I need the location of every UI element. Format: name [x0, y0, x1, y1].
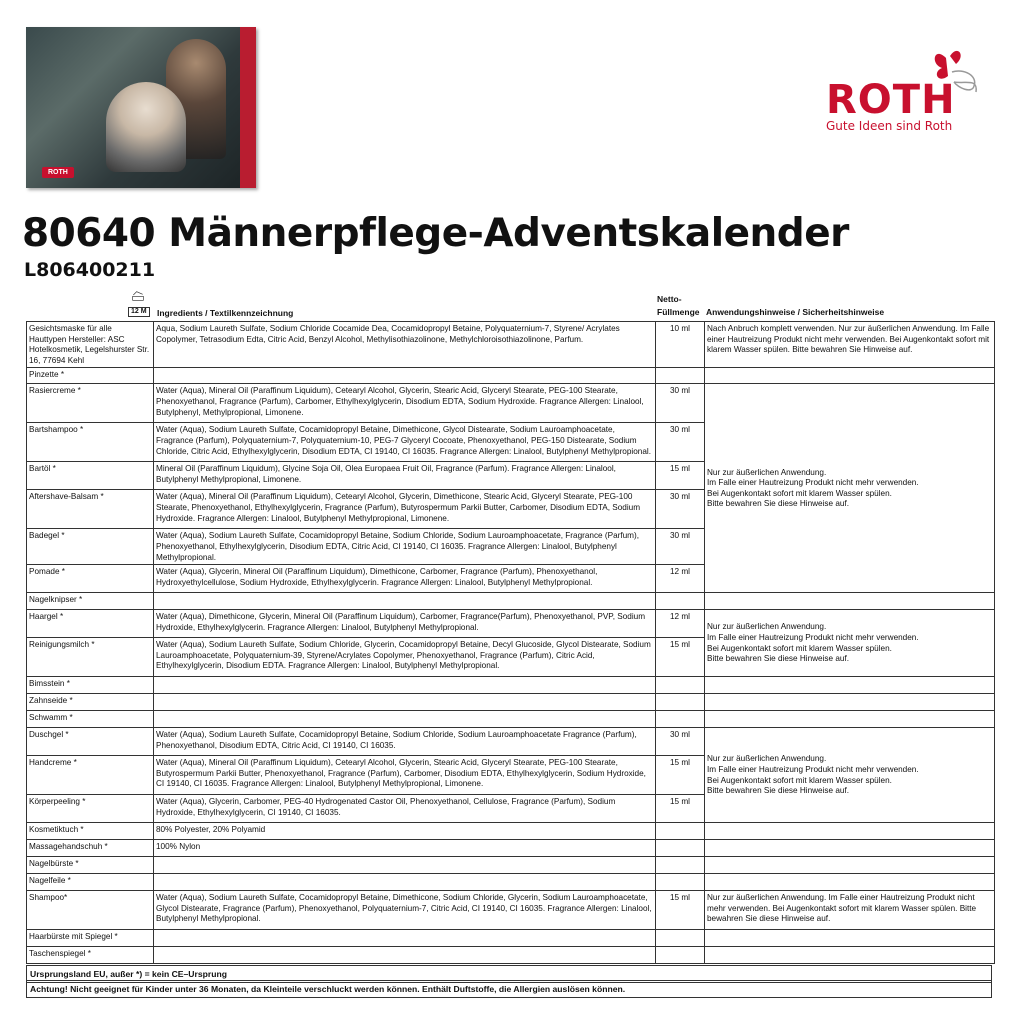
product-name: Körperpeeling *	[27, 795, 154, 823]
volume-cell: 15 ml	[656, 462, 705, 490]
product-table	[26, 321, 995, 964]
product-name: Handcreme *	[27, 756, 154, 795]
ingredients-cell	[154, 368, 656, 384]
table-row	[27, 384, 995, 423]
volume-cell	[656, 823, 705, 840]
notes-cell	[705, 610, 995, 677]
table-row	[27, 593, 995, 610]
table-row	[27, 891, 995, 930]
ingredients-cell: Water (Aqua), Mineral Oil (Paraffinum Liquidum), Cetearyl Alcohol, Glycerin, Stearic Acid, Glyceryl Stearate, PEG-100 Stearate, Phenoxyethanol, Fragrance (Parfum), Carbomer, Ethylhexylglycerin, Disodium EDTA, Sodium Hydroxide. Fragrance Allergen: Linalool, Butylphenyl, Methylpropional, Limonene.	[154, 384, 656, 423]
roth-logo-text: ROTH	[826, 77, 956, 123]
notes-cell	[705, 930, 995, 947]
volume-cell: 12 ml	[656, 610, 705, 638]
ingredients-cell	[154, 593, 656, 610]
product-name: Nagelfeile *	[27, 874, 154, 891]
notes-cell	[705, 823, 995, 840]
ingredients-cell	[154, 694, 656, 711]
ingredients-cell	[154, 874, 656, 891]
table-row	[27, 947, 995, 964]
table-row	[27, 322, 995, 368]
ingredients-cell: 80% Polyester, 20% Polyamid	[154, 823, 656, 840]
note-line: Im Falle einer Hautreizung Produkt nicht mehr verwenden.	[707, 633, 919, 643]
ingredients-cell: Water (Aqua), Mineral Oil (Paraffinum Liquidum), Cetearyl Alcohol, Glycerin, Stearic Acid, Glyceryl Stearate, PEG-100 Stearate, Butyrospermum Parkii Butter, Phenoxyethanol, Fragrance (Parfum), Carbomer, Disodium EDTA, Ethylhexylglycerin, Sodium Hydroxide, CI 19140, CI 16035. Fragrance Allergen: Linalool, Butylphenyl Methylpropional, Limonene.	[154, 756, 656, 795]
roth-slogan: Gute Ideen sind Roth	[826, 119, 953, 133]
ingredients-cell: Water (Aqua), Dimethicone, Glycerin, Mineral Oil (Paraffinum Liquidum), Carbomer, Fragrance(Parfum), Phenoxyethanol, PVP, Sodium Hydroxide, Ethylhexylglycerin. Fragrance Allergen: Linalool, Butylphenyl Methylpropional.	[154, 610, 656, 638]
ingredients-cell	[154, 857, 656, 874]
notes-cell	[705, 677, 995, 694]
volume-cell: 30 ml	[656, 728, 705, 756]
note-line: Bitte bewahren Sie diese Hinweise auf.	[707, 499, 849, 509]
ingredients-cell: Water (Aqua), Sodium Laureth Sulfate, Cocamidopropyl Betaine, Dimethicone, Glycol Distearate, Sodium Lauroamphoacetate, Fragrance (Parfum), Polyquaternium-7, Polyquaternium-10, PEG-7 Glyceryl Cocoate, Phenoxyethanol, PEG-150 Distearate, Sodium Chloride, Citric Acid, Ethylhexylglycerin, Disodium EDTA, CI 19140, CI 16035. Fragrance Allergen: Linalool, Butylphenyl Methylpropional.	[154, 423, 656, 462]
product-name: Zahnseide *	[27, 694, 154, 711]
volume-header-line2: Füllmenge	[657, 307, 700, 317]
product-name: Bartshampoo *	[27, 423, 154, 462]
notes-cell	[705, 857, 995, 874]
product-name: Pinzette *	[27, 368, 154, 384]
open-jar-icon	[128, 291, 148, 307]
product-name: Aftershave-Balsam *	[27, 490, 154, 529]
product-name: Bimsstein *	[27, 677, 154, 694]
table-row	[27, 857, 995, 874]
note-line: Im Falle einer Hautreizung Produkt nicht mehr verwenden.	[707, 478, 919, 488]
product-name: Bartöl *	[27, 462, 154, 490]
note-line: Bitte bewahren Sie diese Hinweise auf.	[707, 786, 849, 796]
ingredients-cell: Water (Aqua), Sodium Laureth Sulfate, Cocamidopropyl Betaine, Dimethicone, Sodium Chloride, Glycerin, Sodium Lauroamphoacetate, Glycol Distearate, Fragrance (Parfum), Phenoxyethanol, Polyquaternium-7, Citric Acid, CI 19140, CI 16035. Fragrance Allergen: Linalool, Butylphenyl Methylpropional.	[154, 891, 656, 930]
volume-cell: 30 ml	[656, 423, 705, 462]
product-box-image	[26, 27, 256, 188]
note-line: Bei Augenkontakt sofort mit klarem Wasser spülen.	[707, 643, 892, 653]
box-logo: ROTH	[42, 167, 74, 178]
note-line: Bitte bewahren Sie diese Hinweise auf.	[707, 654, 849, 664]
notes-cell	[705, 947, 995, 964]
product-name: Rasiercreme *	[27, 384, 154, 423]
volume-cell	[656, 368, 705, 384]
page-title: 80640 Männerpflege-Adventskalender	[22, 211, 849, 256]
table-row	[27, 711, 995, 728]
volume-cell	[656, 694, 705, 711]
notes-cell	[705, 593, 995, 610]
table-row	[27, 840, 995, 857]
notes-cell	[705, 384, 995, 593]
volume-cell: 12 ml	[656, 565, 705, 593]
volume-cell	[656, 857, 705, 874]
product-name: Badegel *	[27, 529, 154, 565]
product-name: Nagelknipser *	[27, 593, 154, 610]
ingredients-cell: Water (Aqua), Glycerin, Mineral Oil (Paraffinum Liquidum), Dimethicone, Carbomer, Fragrance (Parfum), Phenoxyethanol, Hydroxyethylcellulose, Sodium Hydroxide, Ethylhexylglycerin. Fragrance Allergen: Linalool, Butylphenyl Methylpropional.	[154, 565, 656, 593]
volume-cell	[656, 874, 705, 891]
table-row	[27, 728, 995, 756]
volume-cell: 15 ml	[656, 891, 705, 930]
volume-header-line1: Netto-	[657, 294, 682, 304]
note-line: Nur zur äußerlichen Anwendung.	[707, 754, 827, 764]
pao-label: 12 M	[128, 307, 150, 317]
ingredients-cell: Water (Aqua), Mineral Oil (Paraffinum Liquidum), Cetearyl Alcohol, Glycerin, Dimethicone, Stearic Acid, Glyceryl Stearate, PEG-100 Stearate, Phenoxyethanol, Ethylhexylglycerin, Fragrance (Parfum), Butyrospermum Parkii Butter, Carbomer, Disodium EDTA, Sodium Hydroxide. Fragrance Allergen: Linalool, Butylphenyl Methylpropional, Limonene.	[154, 490, 656, 529]
ingredients-cell: Mineral Oil (Paraffinum Liquidum), Glycine Soja Oil, Olea Europaea Fruit Oil, Fragrance (Parfum). Fragrance Allergen: Linalool, Butylphenyl Methylpropional, Limonene.	[154, 462, 656, 490]
notes-cell: Nach Anbruch komplett verwenden. Nur zur äußerlichen Anwendung. Im Falle einer Hautreizung Produkt nicht mehr verwenden. Bei Augenkontakt sofort mit klarem Wasser spülen. Bitte bewahren Sie Hinweise auf.	[705, 322, 995, 368]
warning-note: Achtung! Nicht geeignet für Kinder unter 36 Monaten, da Kleinteile verschluckt werden können. Enthält Duftstoffe, die Allergien auslösen können.	[26, 980, 992, 998]
box-side-panel	[240, 27, 256, 188]
ingredients-cell: Water (Aqua), Glycerin, Carbomer, PEG-40 Hydrogenated Castor Oil, Phenoxyethanol, Cellulose, Fragrance (Parfum), Sodium Hydroxide, Ethylhexylglycerin, CI 19140, CI 16035.	[154, 795, 656, 823]
notes-cell	[705, 840, 995, 857]
notes-cell	[705, 694, 995, 711]
product-name: Schwamm *	[27, 711, 154, 728]
product-name: Haarbürste mit Spiegel *	[27, 930, 154, 947]
notes-cell	[705, 874, 995, 891]
volume-cell: 15 ml	[656, 795, 705, 823]
ingredients-cell: Aqua, Sodium Laureth Sulfate, Sodium Chloride Cocamide Dea, Cocamidopropyl Betaine, Polyquaternium-7, Styrene/ Acrylates Copolymer, Tetrasodium Edta, Citric Acid, Benzyl Alcohol, Methylisothiazolinone, Methylchloroisothiazolinone, Parfum.	[154, 322, 656, 368]
ingredients-cell	[154, 677, 656, 694]
notes-cell	[705, 711, 995, 728]
product-name: Haargel *	[27, 610, 154, 638]
table-row	[27, 874, 995, 891]
bearded-man-figure	[106, 82, 186, 172]
ingredients-cell: Water (Aqua), Sodium Laureth Sulfate, Cocamidopropyl Betaine, Sodium Chloride, Sodium Lauroamphoacetate Fragrance (Parfum), Phenoxyethanol, Disodium EDTA, Citric Acid, CI 19140, CI 16035.	[154, 728, 656, 756]
origin-note: Ursprungsland EU, außer *) = kein CE–Ursprung	[26, 965, 992, 983]
notes-header: Anwendungshinweise / Sicherheitshinweise	[706, 307, 885, 317]
product-name: Taschenspiegel *	[27, 947, 154, 964]
table-row	[27, 930, 995, 947]
ingredients-cell: 100% Nylon	[154, 840, 656, 857]
product-name: Kosmetiktuch *	[27, 823, 154, 840]
volume-cell	[656, 930, 705, 947]
note-line: Im Falle einer Hautreizung Produkt nicht mehr verwenden.	[707, 765, 919, 775]
notes-cell	[705, 368, 995, 384]
volume-cell	[656, 947, 705, 964]
table-row	[27, 610, 995, 638]
notes-cell	[705, 728, 995, 823]
note-line: Nur zur äußerlichen Anwendung.	[707, 467, 827, 477]
ingredients-header: Ingredients / Textilkennzeichnung	[157, 308, 294, 318]
product-name: Massagehandschuh *	[27, 840, 154, 857]
volume-cell	[656, 593, 705, 610]
product-name: Duschgel *	[27, 728, 154, 756]
table-row	[27, 677, 995, 694]
ingredients-cell	[154, 930, 656, 947]
article-code: L806400211	[24, 259, 156, 281]
volume-cell: 10 ml	[656, 322, 705, 368]
ingredients-cell	[154, 711, 656, 728]
volume-cell: 30 ml	[656, 529, 705, 565]
note-line: Nur zur äußerlichen Anwendung.	[707, 622, 827, 632]
notes-cell: Nur zur äußerlichen Anwendung. Im Falle einer Hautreizung Produkt nicht mehr verwenden. Bei Augenkontakt sofort mit klarem Wasser spülen. Bitte bewahren Sie diese Hinweise auf.	[705, 891, 995, 930]
table-row	[27, 368, 995, 384]
product-name: Pomade *	[27, 565, 154, 593]
volume-cell	[656, 840, 705, 857]
product-name: Shampoo*	[27, 891, 154, 930]
ingredients-cell	[154, 947, 656, 964]
note-line: Bei Augenkontakt sofort mit klarem Wasser spülen.	[707, 775, 892, 785]
volume-cell: 15 ml	[656, 756, 705, 795]
volume-cell	[656, 677, 705, 694]
volume-cell: 15 ml	[656, 638, 705, 677]
note-line: Bei Augenkontakt sofort mit klarem Wasser spülen.	[707, 488, 892, 498]
ingredients-cell: Water (Aqua), Sodium Laureth Sulfate, Sodium Chloride, Glycerin, Cocamidopropyl Betaine, Decyl Glucoside, Glycol Distearate, Sodium Lauroamphoacetate, Polyquaternium-39, Styrene/Acrylates Copolymer, Phenoxyethanol, Fragrance (Parfum), Citric Acid, Ethylhexylglycerin, Disodium EDTA. Fragrance Allergen: Linalool, Butylphenyl Methylpropional.	[154, 638, 656, 677]
table-row	[27, 694, 995, 711]
ingredients-cell: Water (Aqua), Sodium Laureth Sulfate, Cocamidopropyl Betaine, Sodium Chloride, Sodium Lauroamphoacetate, Fragrance (Parfum), Phenoxyethanol, Ethylhexylglycerin, Disodium EDTA, Citric Acid, CI 19140, CI 16035. Fragrance Allergen: Linalool, Butylphenyl Methylpropional.	[154, 529, 656, 565]
product-name: Reinigungsmilch *	[27, 638, 154, 677]
volume-cell: 30 ml	[656, 384, 705, 423]
product-name: Gesichtsmaske für alle Hauttypen Hersteller: ASC Hotelkosmetik, Legelshurster Str. 16, 77694 Kehl	[27, 322, 154, 368]
table-row	[27, 823, 995, 840]
volume-cell	[656, 711, 705, 728]
product-name: Nagelbürste *	[27, 857, 154, 874]
volume-cell: 30 ml	[656, 490, 705, 529]
